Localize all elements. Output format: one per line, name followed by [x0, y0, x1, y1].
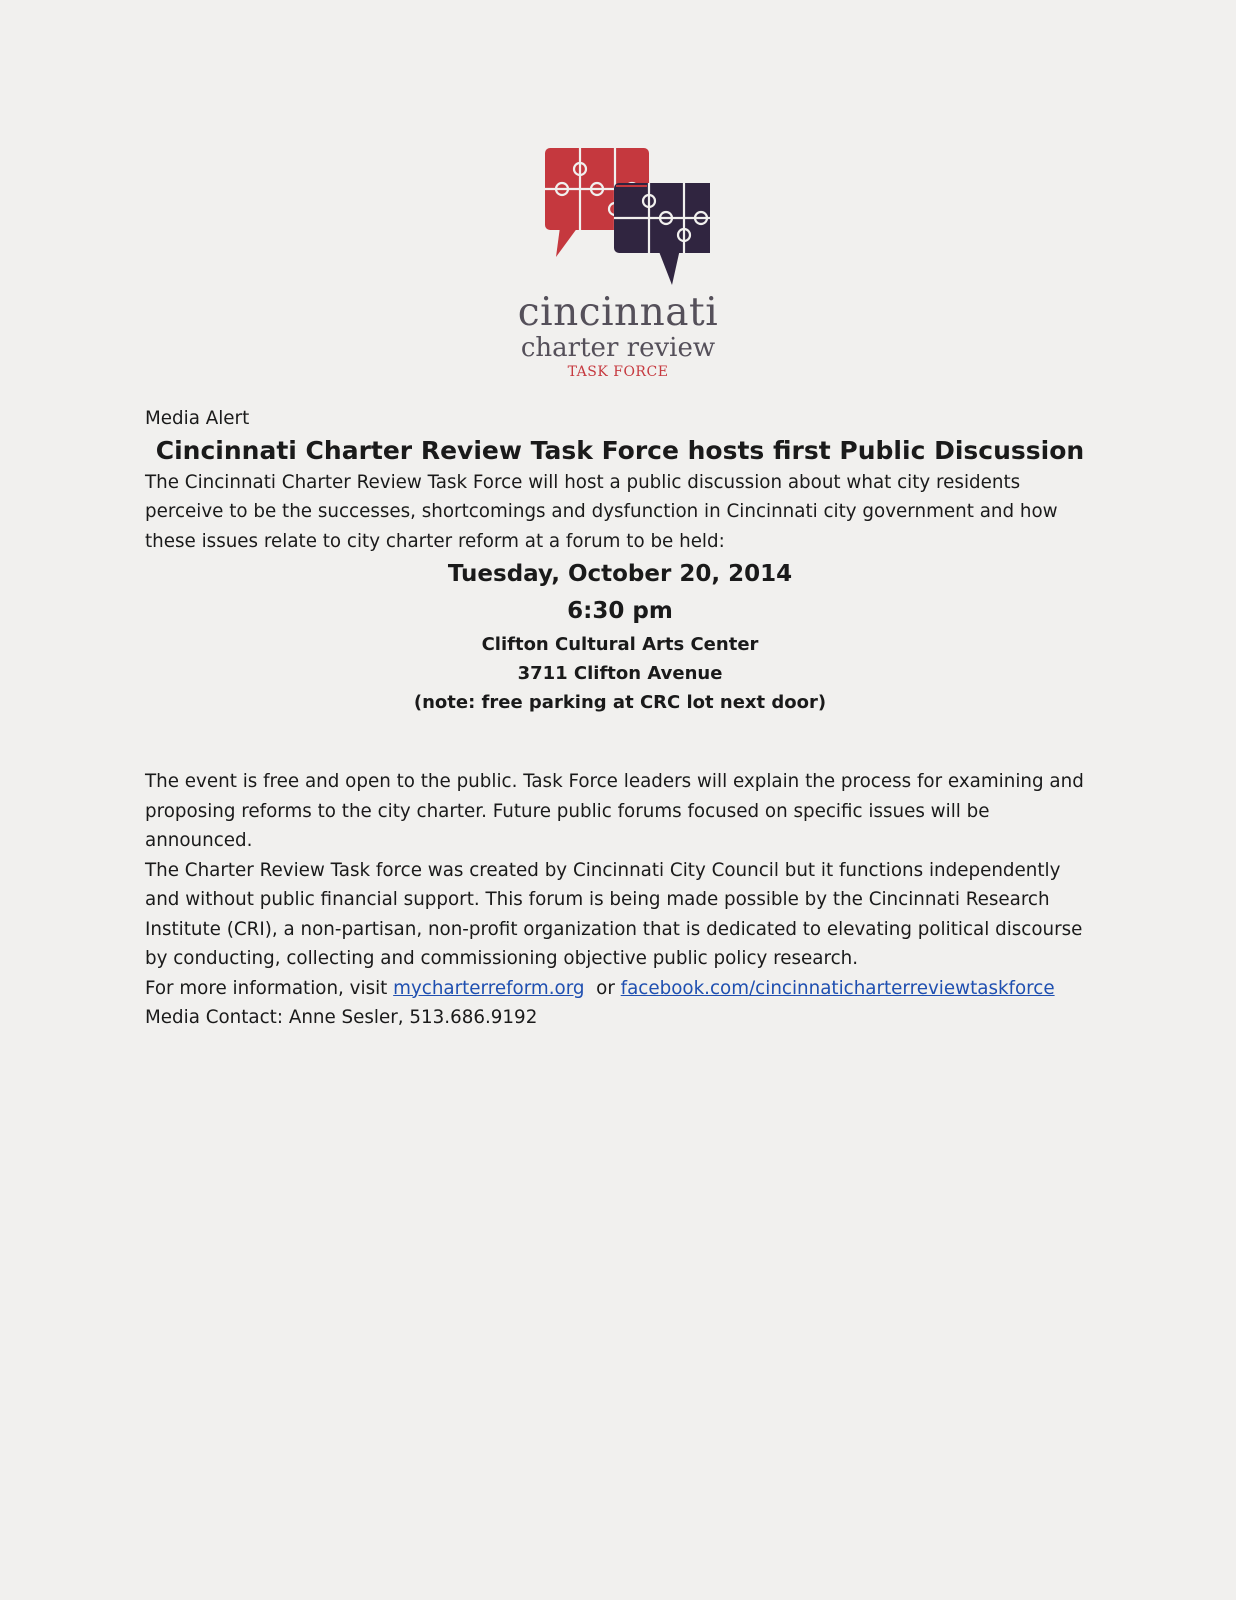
task-force-paragraph: The Charter Review Task force was created by Cincinnati City Council but it functions independently and without public financial support. This forum is being made possible by the Cincinnati Research Institute (CRI), a non-partisan, non-profit organization that is dedicated to elevating political discourse by conducting, collecting and commissioning objective public policy research. [145, 859, 1083, 969]
more-info-line [145, 974, 1095, 1004]
media-alert-label: Media Alert [145, 408, 250, 429]
headline: Cincinnati Charter Review Task Force hosts first Public Discussion [155, 435, 1085, 465]
facebook-link[interactable]: facebook.com/cincinnaticharterreviewtaskforce [620, 977, 1055, 999]
event-details [145, 556, 1095, 717]
event-time: 6:30 pm [567, 598, 673, 624]
media-contact: Media Contact: Anne Sesler, 513.686.9192 [145, 1007, 538, 1028]
more-info-middle: or [584, 977, 621, 999]
public-event-paragraph: The event is free and open to the public. Task Force leaders will explain the process for examining and proposing reforms to the city charter. Future public forums focused on specific issues will be announced. [145, 771, 1084, 851]
event-date: Tuesday, October 20, 2014 [447, 561, 793, 587]
more-info-prefix: For more information, visit [145, 977, 394, 999]
intro-paragraph: The Cincinnati Charter Review Task Force will host a public discussion about what city residents perceive to be the successes, shortcomings and dysfunction in Cincinnati city government and how these issues relate to city charter reform at a forum to be held: [145, 471, 1058, 552]
mycharterreform-link[interactable]: mycharterreform.org [393, 977, 585, 999]
document-body [145, 404, 1095, 1033]
event-parking-note: (note: free parking at CRC lot next door) [413, 692, 827, 713]
event-venue: Clifton Cultural Arts Center [481, 634, 759, 655]
logo-word-charter-review: charter review [520, 333, 716, 363]
event-address: 3711 Clifton Avenue [517, 663, 723, 684]
puzzle-speech-bubbles-icon [520, 145, 710, 295]
logo-word-task-force: TASK FORCE [567, 364, 669, 380]
logo-word-cincinnati: cincinnati [517, 290, 719, 335]
charter-review-logo [498, 145, 738, 385]
